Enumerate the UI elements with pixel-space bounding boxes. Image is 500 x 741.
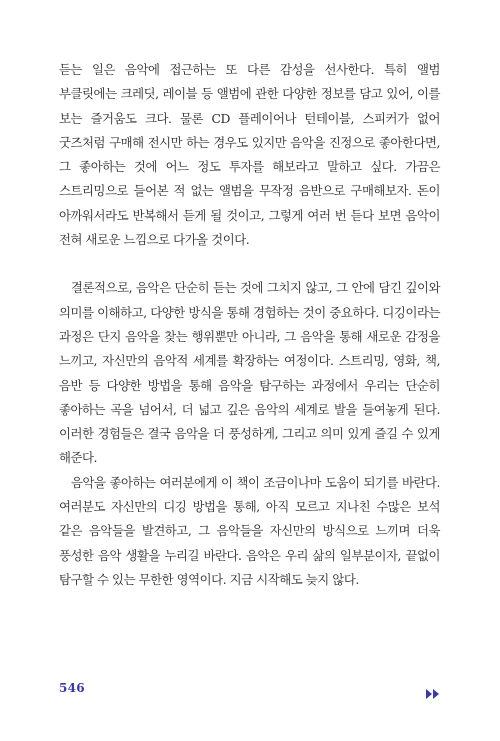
double-arrow-right-icon-graphic — [426, 689, 440, 699]
paragraph-1: 듣는 일은 음악에 접근하는 또 다른 감성을 선사한다. 특히 앨범 부클릿에는 크레딧, 레이블 등 앨범에 관한 다양한 정보를 담고 있어, 이를 보는 즐거움도 크다. 물론 CD 플레이어나 턴테이블, 스피커가 없어 굿즈처럼 구매해 전시만 하는 경우도 있지만 음악을 진정으로 좋아한다면, 그 좋아하는 것에 어느 정도 투자를 해보라고 말하고 싶다. 가끔은 스트리밍으로 들어본 적 없는 앨범을 무작정 음반으로 구매해보자. 돈이 아까워서라도 반복해서 듣게 될 것이고, 그렇게 여러 번 듣다 보면 음악이 전혀 새로운 느낌으로 다가올 것이다. — [59, 62, 440, 248]
page-footer — [59, 681, 440, 701]
paragraph-2: 결론적으로, 음악은 단순히 듣는 것에 그치지 않고, 그 안에 담긴 깊이와 의미를 이해하고, 다양한 방식을 통해 경험하는 것이 중요하다. 디깅이라는 과정은 단지 음악을 찾는 행위뿐만 아니라, 그 음악을 통해 새로운 감정을 느끼고, 자신만의 음악적 세계를 확장하는 여정이다. 스트리밍, 영화, 책, 음반 등 다양한 방법을 통해 음악을 탐구하는 과정에서 우리는 단순히 좋아하는 곡을 넘어서, 더 넓고 깊은 음악의 세계로 발을 들여놓게 된다. 이러한 경험들은 결국 음악을 더 풍성하게, 그리고 의미 있게 즐길 수 있게 해준다. — [59, 280, 440, 466]
body-text — [59, 58, 440, 592]
page-number: 546 — [59, 681, 85, 695]
paragraph-3: 음악을 좋아하는 여러분에게 이 책이 조금이나마 도움이 되기를 바란다. 여러분도 자신만의 디깅 방법을 통해, 아직 모르고 지나친 수많은 보석 같은 음악들을 발견하고, 그 음악들을 자신만의 방식으로 느끼며 더욱 풍성한 음악 생활을 누리길 바란다. 음악은 우리 삶의 일부분이자, 끝없이 탐구할 수 있는 무한한 영역이다. 지금 시작해도 늦지 않다. — [59, 474, 440, 587]
double-arrow-right-icon[interactable] — [426, 684, 440, 694]
